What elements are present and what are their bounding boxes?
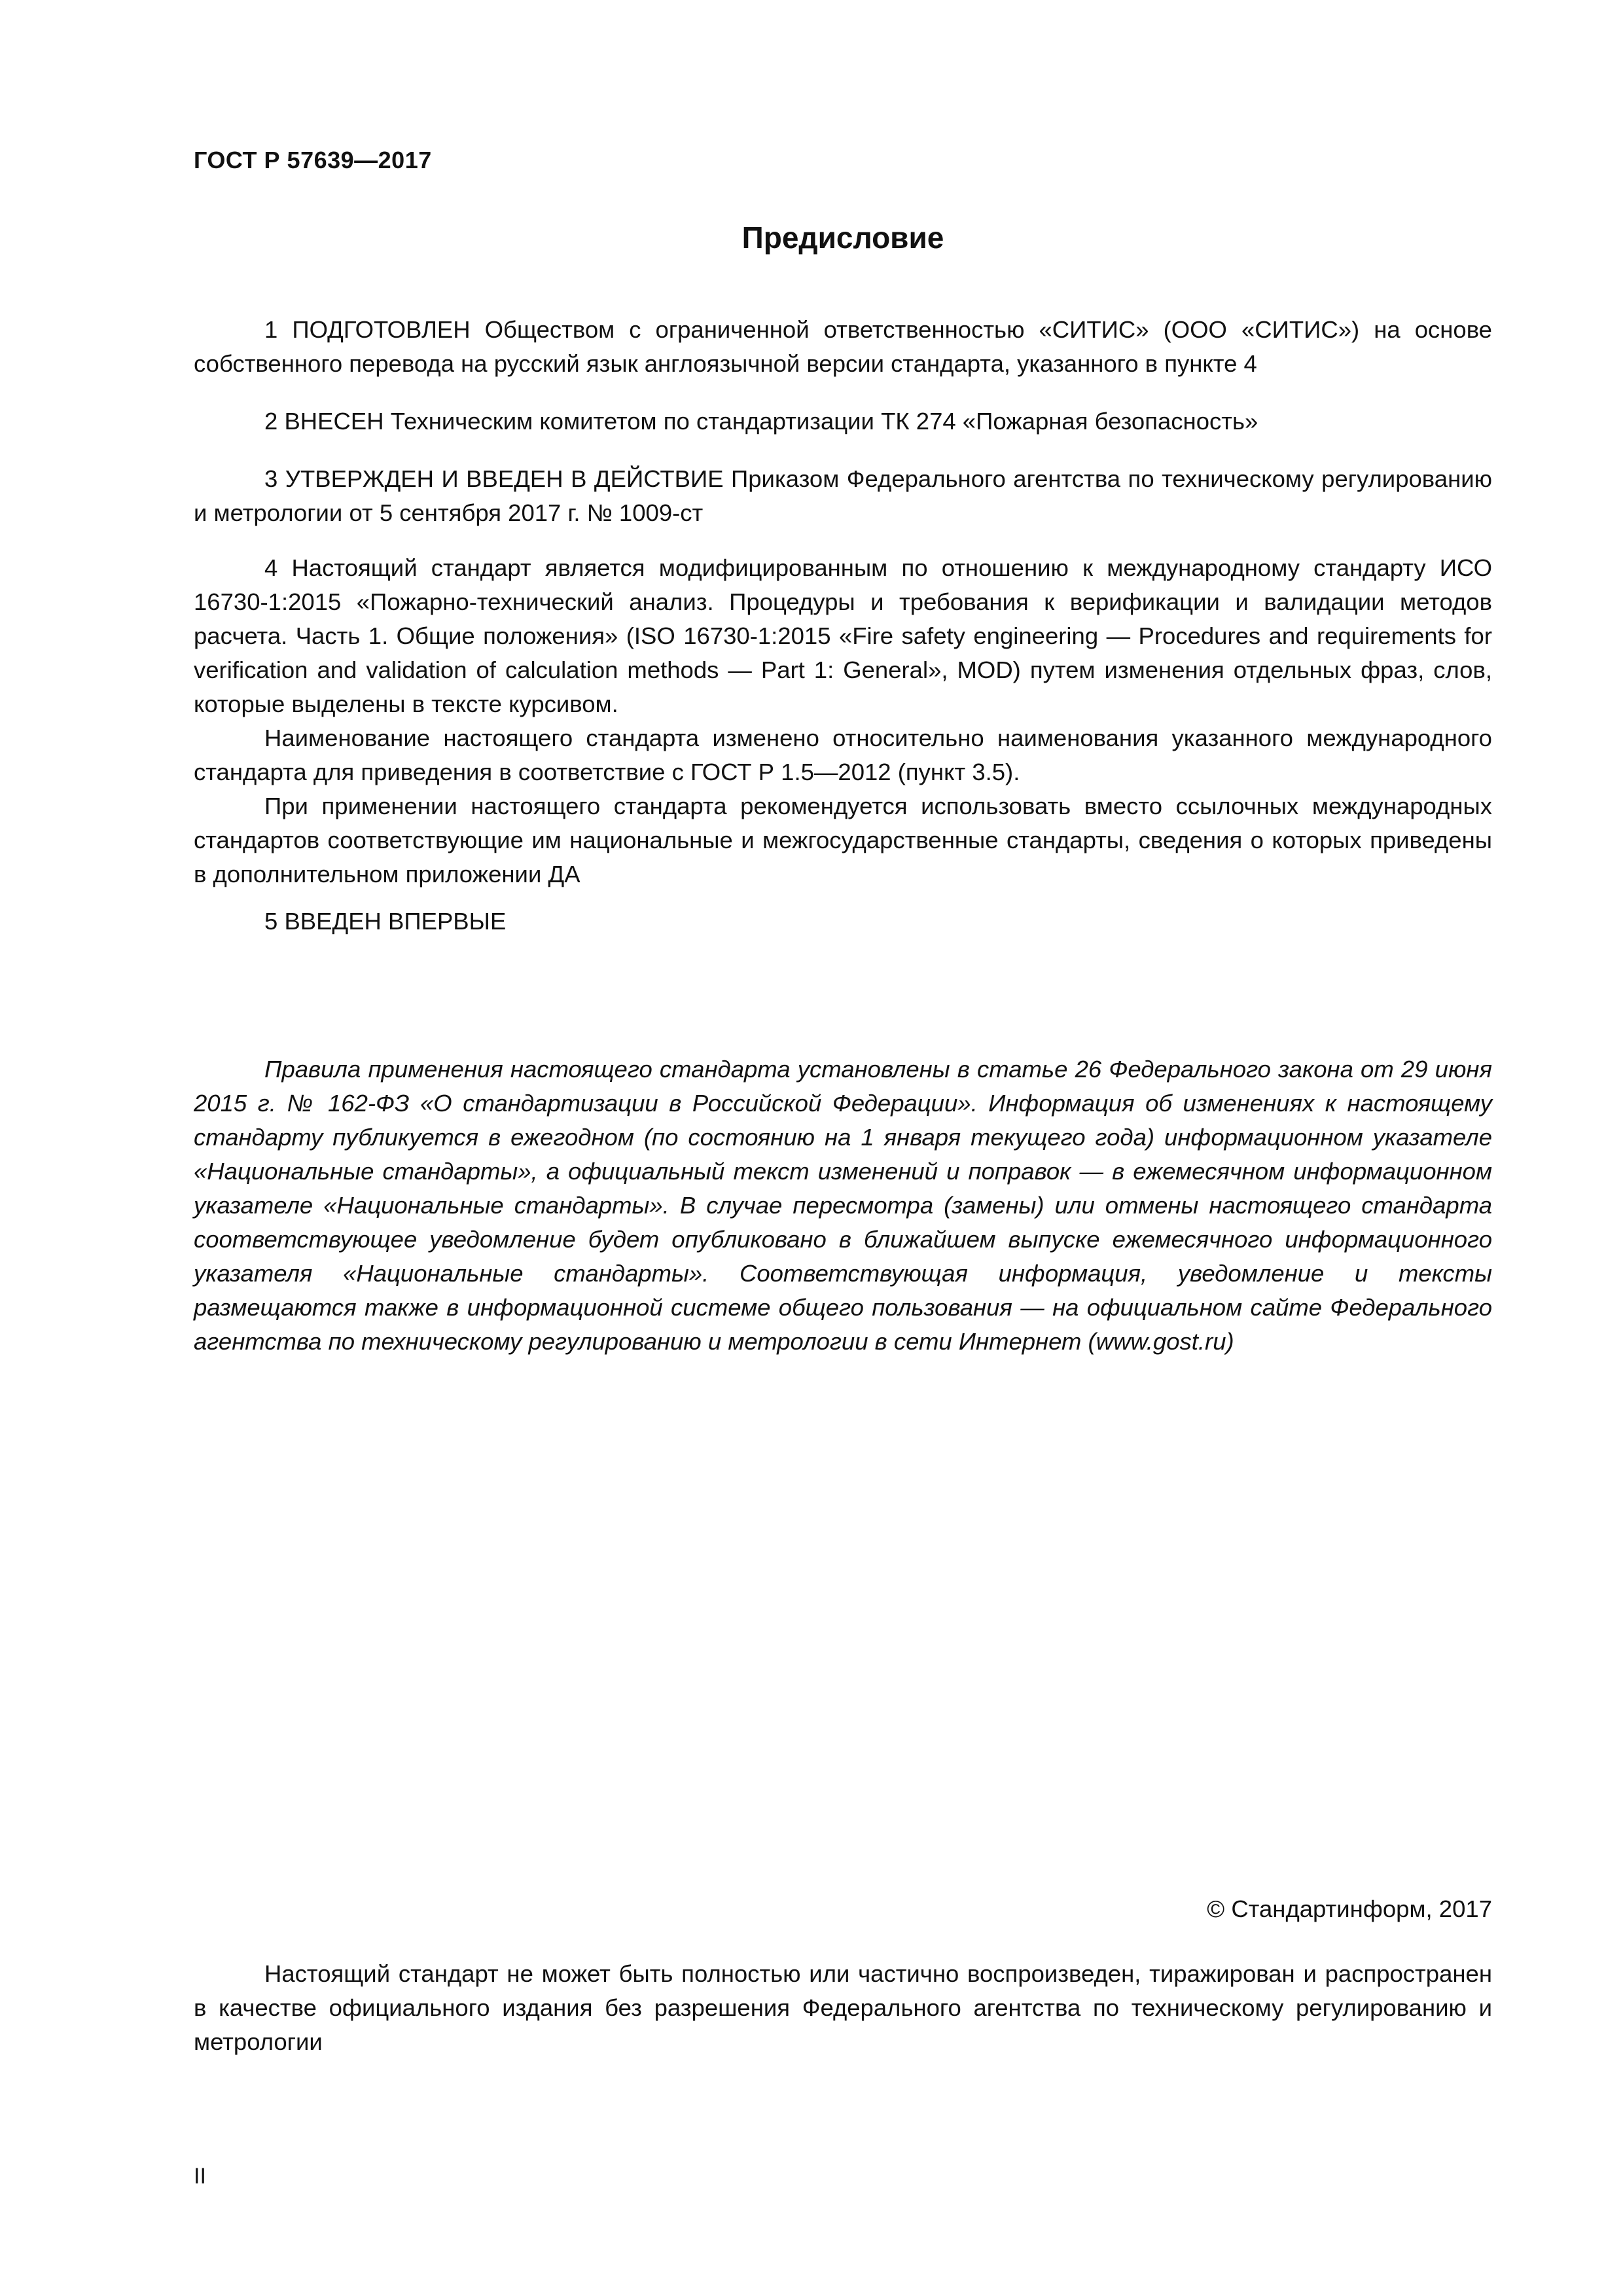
page-title: Предисловие [741,221,944,255]
copyright-line: © Стандартинформ, 2017 [1207,1895,1492,1922]
foreword-item-4: 4 Настоящий стандарт является модифицированным по отношению к международному стандарту ИСО 16730-1:2015 «Пожарно-технический анализ. Процедуры и требования к верификации и валидации методов расчета. Часть 1. Общие положения» (ISO 16730-1:2015 «Fire safety engineering — Procedures and requirements for verification and validation of calculation methods — Part 1: General», MOD) путем изменения отдельных фраз, слов, которые выделены в тексте курсивом. [194,554,1492,717]
foreword-item-4-name-note: Наименование настоящего стандарта изменено относительно наименования указанного международного стандарта для приведения в соответствие с ГОСТ Р 1.5—2012 (пункт 3.5). [194,725,1492,785]
reproduction-notice: Настоящий стандарт не может быть полностью или частично воспроизведен, тиражирован и распространен в качестве официального издания без разрешения Федерального агентства по техническому регулированию и метрологии [194,1960,1492,2055]
foreword-item-4-refs-note: При применении настоящего стандарта рекомендуется использовать вместо ссылочных международных стандартов соответствующие им национальные и межгосударственные стандарты, сведения о которых приведены в дополнительном приложении ДА [194,793,1492,888]
foreword-item-2: 2 ВНЕСЕН Техническим комитетом по стандартизации ТК 274 «Пожарная безопасность» [264,408,1258,435]
document-code: ГОСТ Р 57639—2017 [194,147,432,173]
foreword-item-3: 3 УТВЕРЖДЕН И ВВЕДЕН В ДЕЙСТВИЕ Приказом Федерального агентства по техническому регулированию и метрологии от 5 сентября 2017 г. № 1009-ст [194,465,1492,526]
foreword-item-1: 1 ПОДГОТОВЛЕН Обществом с ограниченной ответственностью «СИТИС» (ООО «СИТИС») на основе собственного перевода на русский язык англоязычной версии стандарта, указанного в пункте 4 [194,316,1492,377]
rules-notice: Правила применения настоящего стандарта установлены в статье 26 Федерального закона от 29 июня 2015 г. № 162-ФЗ «О стандартизации в Российской Федерации». Информация об изменениях к настоящему стандарту публикуется в ежегодном (по состоянию на 1 января текущего года) информационном указателе «Национальные стандарты», а официальный текст изменений и поправок — в ежемесячном информационном указателе «Национальные стандарты». В случае пересмотра (замены) или отмены настоящего стандарта соответствующее уведомление будет опубликовано в ближайшем выпуске ежемесячного информационного указателя «Национальные стандарты». Соответствующая информация, уведомление и тексты размещаются также в информационной системе общего пользования — на официальном сайте Федерального агентства по техническому регулированию и метрологии в сети Интернет (www.gost.ru) [194,1056,1492,1355]
page-number: II [194,2164,206,2189]
foreword-item-5: 5 ВВЕДЕН ВПЕРВЫЕ [264,908,507,935]
